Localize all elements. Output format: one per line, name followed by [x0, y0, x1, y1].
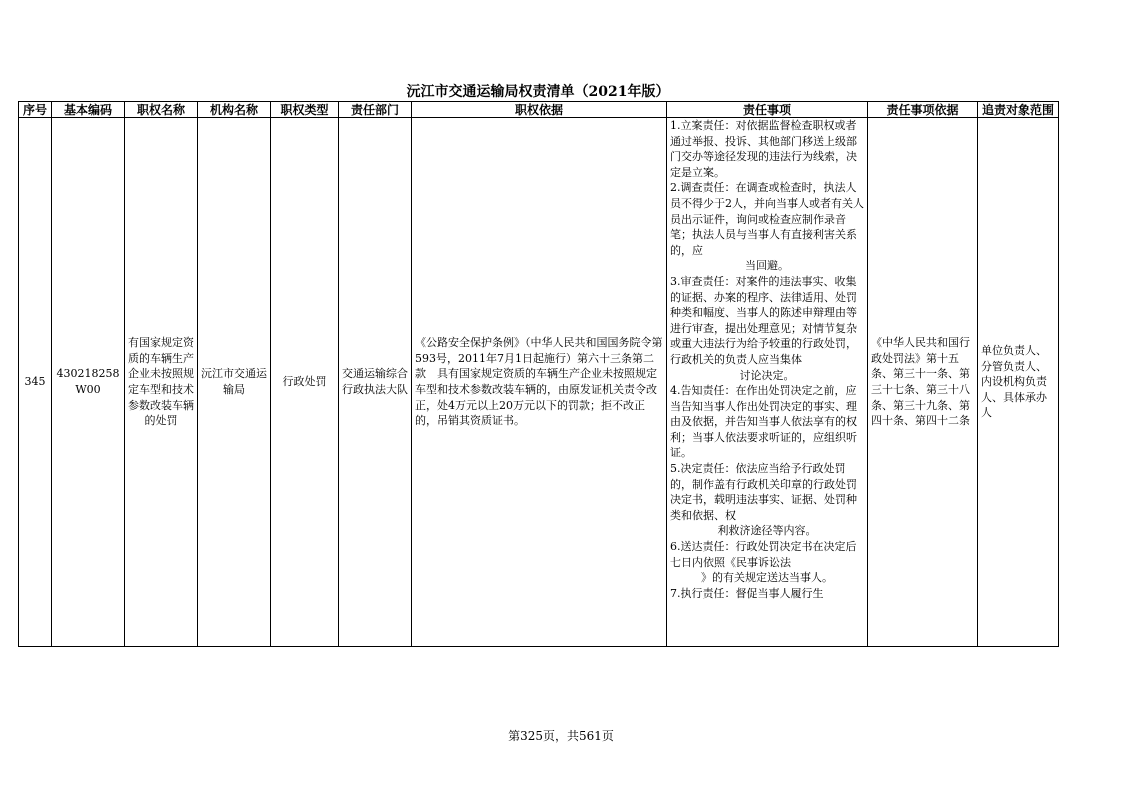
- org-text: 沅江市交通运输局: [201, 367, 267, 396]
- duty-item: 5.决定责任：依法应当给予行政处罚的，制作盖有行政机关印章的行政处罚决定书，载明违法事实、证据、处罚种类和依据、权: [670, 462, 857, 522]
- dept-text: 交通运输综合行政执法大队: [342, 367, 408, 396]
- cell-code: [52, 118, 125, 647]
- page-number: 第325页，共561页: [508, 729, 614, 743]
- duty-item: 讨论决定。: [739, 368, 795, 382]
- header-seq: 序号: [19, 102, 52, 118]
- accountability-text: 单位负责人、分管负责人、内设机构负责人、具体承办人: [981, 344, 1047, 420]
- table-row: [19, 118, 1059, 647]
- duty-item: 当回避。: [745, 259, 789, 273]
- header-power-name: 职权名称: [125, 102, 198, 118]
- cell-duty-basis: [868, 118, 978, 647]
- header-duties: 责任事项: [667, 102, 868, 118]
- duty-basis-text: 《中华人民共和国行政处罚法》第十五条、第三十一条、第三十七条、第三十八条、第三十九条、第四十条、第四十二条: [871, 336, 970, 428]
- page-title: 沅江市交通运输局权责清单（2021年版）: [406, 84, 670, 100]
- header-basis: 职权依据: [412, 102, 667, 118]
- duty-item: 2.调查责任：在调查或检查时，执法人员不得少于2人，并向当事人或者有关人员出示证件，询问或检查应制作录音笔；执法人员与当事人有直接利害关系的，应: [670, 181, 864, 257]
- duties-list: [667, 118, 867, 646]
- cell-duties: [667, 118, 868, 647]
- cell-dept: [339, 118, 412, 647]
- code-text: 430218258W00: [56, 367, 120, 396]
- header-accountability: 追责对象范围: [978, 102, 1059, 118]
- header-row: [19, 102, 1059, 118]
- header-dept: 责任部门: [339, 102, 412, 118]
- header-org: 机构名称: [198, 102, 271, 118]
- cell-seq: 345: [19, 118, 52, 647]
- duty-item: 1.立案责任：对依据监督检查职权或者通过举报、投诉、其他部门移送上级部门交办等途径发现的违法行为线索，决定是立案。: [670, 119, 857, 179]
- cell-accountability: [978, 118, 1059, 647]
- cell-basis: [412, 118, 667, 647]
- duty-item: 3.审查责任：对案件的违法事实、收集的证据、办案的程序、法律适用、处罚种类和幅度、当事人的陈述申辩理由等进行审查，提出处理意见；对情节复杂或重大违法行为给予较重的行政处罚，行政机关的负责人应当集体: [670, 274, 857, 366]
- header-type: 职权类型: [271, 102, 339, 118]
- duty-item: 6.送达责任：行政处罚决定书在决定后七日内依照《民事诉讼法: [670, 540, 857, 569]
- duty-item: 利救济途径等内容。: [717, 524, 817, 538]
- cell-power-name: [125, 118, 198, 647]
- duty-item: 》的有关规定送达当事人。: [701, 571, 833, 585]
- header-code: 基本编码: [52, 102, 125, 118]
- header-duty-basis: 责任事项依据: [868, 102, 978, 118]
- cell-org: [198, 118, 271, 647]
- duty-item: 4.告知责任：在作出处罚决定之前，应当告知当事人作出处罚决定的事实、理由及依据，并告知当事人依法享有的权利；当事人依法要求听证的，应组织听证。: [670, 384, 857, 460]
- power-name-text: 有国家规定资质的车辆生产企业未按照规定车型和技术参数改装车辆的处罚: [128, 336, 194, 428]
- responsibility-table: [18, 101, 1059, 647]
- basis-text: 《公路安全保护条例》（中华人民共和国国务院令第593号，2011年7月1日起施行）第六十三条第二款 具有国家规定资质的车辆生产企业未按照规定车型和技术参数改装车辆的，由原发证机关责令改正，处4万元以上20万元以下的罚款；拒不改正的，吊销其资质证书。: [415, 336, 663, 428]
- cell-type: 行政处罚: [271, 118, 339, 647]
- duty-item: 7.执行责任：督促当事人履行生: [670, 586, 824, 600]
